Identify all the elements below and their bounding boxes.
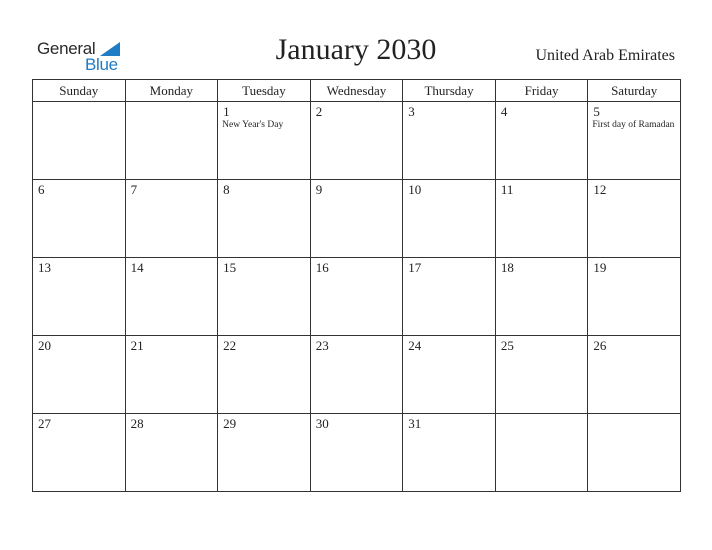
day-number: 31 <box>408 416 422 431</box>
calendar-day-cell <box>403 102 496 180</box>
calendar-day-cell <box>403 258 496 336</box>
day-number <box>496 414 588 416</box>
calendar-week-row <box>33 180 681 258</box>
day-number: 11 <box>500 182 514 197</box>
calendar-week-row <box>33 258 681 336</box>
holiday-label: First day of Ramadan <box>592 120 675 130</box>
calendar-week-row <box>33 336 681 414</box>
calendar-day-cell <box>218 258 311 336</box>
weekday-header: Wednesday <box>310 80 403 102</box>
day-number: 20 <box>38 338 51 353</box>
calendar-day-cell <box>495 414 588 492</box>
weekday-header: Sunday <box>33 80 126 102</box>
calendar-day-cell <box>495 336 588 414</box>
calendar-day-cell <box>588 336 681 414</box>
day-number: 8 <box>223 182 230 197</box>
calendar-day-cell <box>125 414 218 492</box>
calendar-day-cell <box>125 102 218 180</box>
day-number: 2 <box>315 104 323 119</box>
calendar-day-cell <box>588 102 681 180</box>
day-number: 18 <box>500 260 514 275</box>
weekday-header: Thursday <box>403 80 496 102</box>
calendar-day-cell <box>588 180 681 258</box>
day-number: 15 <box>223 260 237 275</box>
day-number: 28 <box>130 416 144 431</box>
country-label: United Arab Emirates <box>535 47 675 64</box>
weekday-header: Saturday <box>588 80 681 102</box>
day-number: 23 <box>315 338 329 353</box>
day-number: 29 <box>223 416 237 431</box>
holiday-label: New Year's Day <box>222 120 284 130</box>
day-number: 12 <box>593 182 607 197</box>
page-title: January 2030 <box>275 33 437 66</box>
day-number: 24 <box>408 338 422 353</box>
day-number: 4 <box>500 104 508 119</box>
day-number: 16 <box>315 260 329 275</box>
calendar-week-row <box>33 102 681 180</box>
day-number: 17 <box>408 260 422 275</box>
weekday-header: Monday <box>125 80 218 102</box>
calendar-day-cell <box>125 258 218 336</box>
calendar-day-cell <box>218 336 311 414</box>
calendar-grid <box>32 79 681 492</box>
day-number: 3 <box>408 104 415 119</box>
calendar-day-cell <box>310 180 403 258</box>
day-number: 19 <box>593 260 607 275</box>
calendar-day-cell <box>495 180 588 258</box>
calendar-day-cell <box>495 258 588 336</box>
day-number: 30 <box>315 416 329 431</box>
logo-word-blue: Blue <box>85 55 118 74</box>
day-number: 6 <box>38 182 45 197</box>
calendar-day-cell <box>588 414 681 492</box>
calendar-day-cell <box>33 102 126 180</box>
weekday-header: Tuesday <box>218 80 311 102</box>
calendar-day-cell <box>218 102 311 180</box>
calendar-day-cell <box>218 414 311 492</box>
calendar-day-cell <box>33 336 126 414</box>
weekday-header-row <box>33 80 681 102</box>
calendar-day-cell <box>310 258 403 336</box>
calendar-day-cell <box>310 414 403 492</box>
calendar-day-cell <box>403 336 496 414</box>
logo-word-general: General <box>37 39 96 58</box>
calendar-day-cell <box>403 414 496 492</box>
day-number <box>33 102 125 104</box>
day-number: 27 <box>38 416 51 431</box>
calendar-day-cell <box>495 102 588 180</box>
day-number: 5 <box>593 104 600 119</box>
calendar-week-row <box>33 414 681 492</box>
day-number <box>126 102 218 104</box>
day-number: 13 <box>38 260 51 275</box>
calendar-day-cell <box>310 102 403 180</box>
weekday-header: Friday <box>495 80 588 102</box>
day-number: 25 <box>500 338 514 353</box>
day-number: 10 <box>408 182 422 197</box>
calendar-day-cell <box>33 414 126 492</box>
day-number: 21 <box>130 338 144 353</box>
calendar-day-cell <box>125 180 218 258</box>
day-number: 1 <box>223 104 230 119</box>
calendar-day-cell <box>218 180 311 258</box>
calendar-day-cell <box>403 180 496 258</box>
calendar-day-cell <box>33 180 126 258</box>
day-number <box>588 414 680 416</box>
calendar-day-cell <box>33 258 126 336</box>
calendar-day-cell <box>125 336 218 414</box>
day-number: 9 <box>315 182 323 197</box>
calendar-day-cell <box>310 336 403 414</box>
day-number: 7 <box>130 182 138 197</box>
calendar-day-cell <box>588 258 681 336</box>
day-number: 14 <box>130 260 144 275</box>
day-number: 22 <box>223 338 237 353</box>
day-number: 26 <box>593 338 607 353</box>
